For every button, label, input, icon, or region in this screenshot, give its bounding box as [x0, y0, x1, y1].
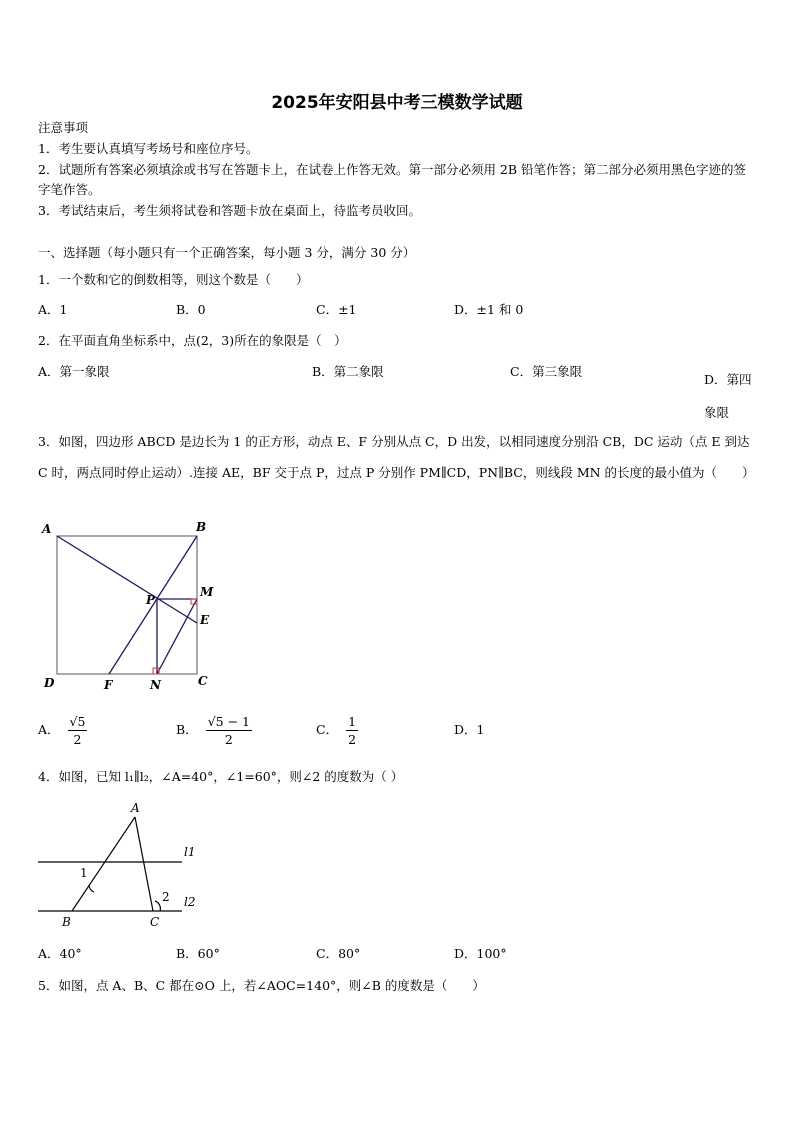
q3-label-f: F: [104, 678, 113, 692]
q3-label-p: P: [146, 593, 156, 607]
q3-option-c-denominator: 2: [348, 732, 357, 747]
section-heading: 一、选择题（每小题只有一个正确答案，每小题 3 分，满分 30 分）: [38, 245, 416, 260]
q3-option-c: [316, 711, 358, 749]
q3-option-b-denominator: 2: [224, 732, 233, 747]
q2-option-c: C．第三象限: [510, 364, 583, 379]
q1-option-b: B．0: [176, 302, 206, 317]
q3-label-m: M: [200, 585, 214, 599]
q3-option-a-numerator: √5: [69, 714, 86, 729]
q4-label-angle-2: 2: [162, 890, 170, 904]
q4-label-l1: l1: [184, 845, 196, 859]
q5-stem: 5．如图，点 A、B、C 都在⊙O 上，若∠AOC=140°，则∠B 的度数是（ ）: [38, 978, 485, 993]
q3-option-b-fraction: [206, 714, 252, 747]
q2-option-a: A．第一象限: [38, 364, 110, 379]
q4-option-d: D．100°: [454, 946, 507, 961]
q3-option-a-fraction: [68, 714, 88, 747]
q4-label-c: C: [150, 915, 160, 929]
q4-option-a: A．40°: [38, 946, 82, 961]
q3-square-figure: [30, 516, 260, 696]
q3-label-e: E: [200, 613, 210, 627]
q3-option-b: [176, 711, 252, 749]
q3-label-d: D: [44, 676, 55, 690]
q3-option-d: D．1: [454, 722, 485, 737]
q4-label-angle-1: 1: [80, 866, 88, 880]
q3-label-a: A: [42, 522, 52, 536]
notice-item-1: 1．考生要认真填写考场号和座位序号。: [38, 141, 259, 156]
q4-stem: 4．如图，已知 l₁∥l₂，∠A=40°，∠1=60°，则∠2 的度数为（ ）: [38, 769, 404, 784]
q3-option-a: [38, 711, 87, 749]
q2-stem: 2．在平面直角坐标系中，点(2，3)所在的象限是（ ）: [38, 333, 347, 348]
q3-option-a-denominator: 2: [73, 732, 82, 747]
q1-option-d: D．±1 和 0: [454, 302, 524, 317]
q2-option-b: B．第二象限: [312, 364, 384, 379]
q4-option-c: C．80°: [316, 946, 361, 961]
q3-option-c-fraction: [346, 714, 358, 747]
q3-option-a-label: A．: [38, 722, 60, 737]
q3-option-b-numerator: √5 − 1: [207, 714, 250, 729]
q3-label-n: N: [150, 678, 161, 692]
q4-label-l2: l2: [184, 895, 196, 909]
q4-parallel-lines-figure: [34, 796, 234, 934]
q2-option-d: D．第四象限: [704, 372, 752, 420]
notice-item-3: 3．考试结束后，考生须将试卷和答题卡放在桌面上，待监考员收回。: [38, 203, 421, 218]
notice-item-2: 2．试题所有答案必须填涂或书写在答题卡上，在试卷上作答无效。第一部分必须用 2B 铅笔作答；第二部分必须用黑色字迹的签字笔作答。: [38, 162, 747, 197]
q3-label-b: B: [196, 520, 207, 534]
q1-option-a: A．1: [38, 302, 68, 317]
q3-option-c-numerator: 1: [348, 714, 357, 729]
q4-label-b: B: [62, 915, 71, 929]
q1-stem: 1．一个数和它的倒数相等，则这个数是（ ）: [38, 272, 309, 287]
page-title: 2025年安阳县中考三模数学试题: [271, 93, 523, 113]
q4-label-a: A: [131, 801, 140, 815]
q3-option-c-label: C．: [316, 722, 339, 737]
q3-stem: 3．如图，四边形 ABCD 是边长为 1 的正方形，动点 E、F 分别从点 C，D 出发，以相同速度分别沿 CB，DC 运动（点 E 到达 C 时，两点同时停止运动）.连接 AE，BF 交于点 P，过点 P 分别作 PM∥CD，PN∥BC，则线段 MN 的长度的最小值为（ ）: [38, 434, 755, 480]
q4-option-b: B．60°: [176, 946, 220, 961]
q1-option-c: C．±1: [316, 302, 357, 317]
notice-heading: 注意事项: [38, 120, 89, 135]
q3-label-c: C: [198, 674, 208, 688]
q3-option-b-label: B．: [176, 722, 198, 737]
